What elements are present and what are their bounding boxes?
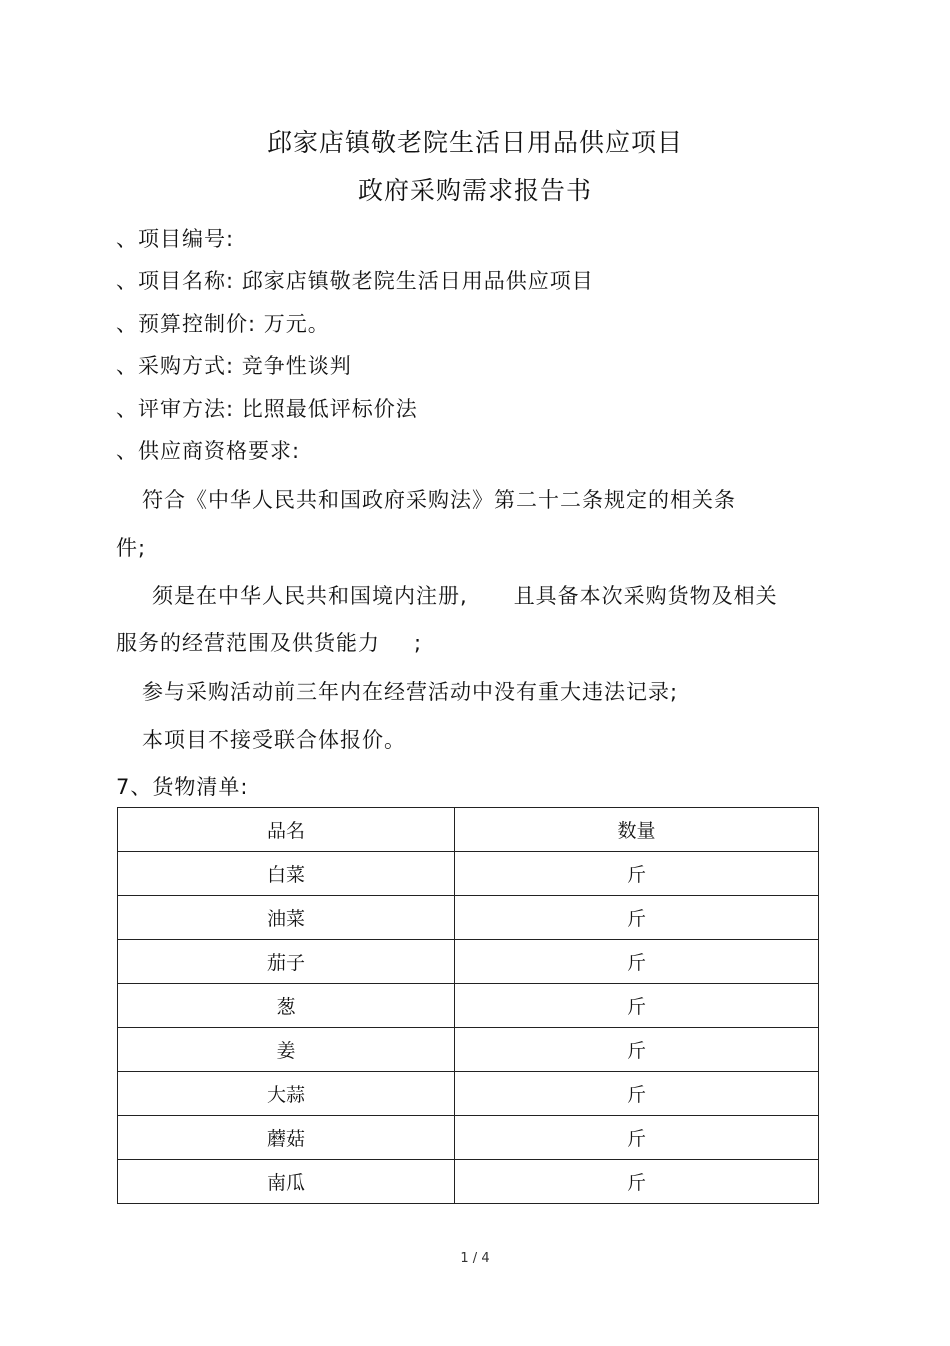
document-subtitle: 政府采购需求报告书 [357, 176, 592, 205]
requirement-2-part-2: 且具备本次采购货物及相关 [513, 584, 778, 608]
requirement-1-line-2: 件; [116, 536, 147, 560]
goods-quantity-cell: 斤 [455, 984, 819, 1028]
item-project-number: 、项目编号: [116, 227, 235, 251]
goods-quantity-cell: 斤 [455, 852, 819, 896]
table-row [118, 940, 819, 984]
table-header-row [118, 808, 819, 852]
table-row [118, 1116, 819, 1160]
goods-name-cell: 姜 [118, 1028, 455, 1072]
page-number: 1 / 4 [460, 1251, 490, 1266]
column-header-name: 品名 [118, 808, 455, 852]
requirement-2-line-1 [152, 583, 778, 609]
goods-quantity-cell: 斤 [455, 1072, 819, 1116]
requirement-4: 本项目不接受联合体报价。 [142, 728, 406, 752]
goods-name-cell: 油菜 [118, 896, 455, 940]
item-project-name: 、项目名称: 邱家店镇敬老院生活日用品供应项目 [116, 269, 594, 293]
item-procurement-method: 、采购方式: 竞争性谈判 [116, 354, 352, 378]
table-row [118, 1160, 819, 1204]
goods-name-cell: 大蒜 [118, 1072, 455, 1116]
table-row [118, 896, 819, 940]
table-row [118, 1072, 819, 1116]
document-title: 邱家店镇敬老院生活日用品供应项目 [266, 128, 683, 157]
table-row [118, 1028, 819, 1072]
goods-quantity-cell: 斤 [455, 1028, 819, 1072]
goods-name-cell: 茄子 [118, 940, 455, 984]
goods-table [117, 807, 819, 1204]
goods-quantity-cell: 斤 [455, 1160, 819, 1204]
item-review-method: 、评审方法: 比照最低评标价法 [116, 397, 418, 421]
item-budget: 、预算控制价: 万元。 [116, 312, 330, 336]
column-header-quantity: 数量 [455, 808, 819, 852]
requirement-1-line-1: 符合《中华人民共和国政府采购法》第二十二条规定的相关条 [142, 488, 736, 512]
goods-name-cell: 蘑菇 [118, 1116, 455, 1160]
goods-name-cell: 南瓜 [118, 1160, 455, 1204]
table-row [118, 852, 819, 896]
goods-quantity-cell: 斤 [455, 1116, 819, 1160]
item-supplier-qualification: 、供应商资格要求: [116, 439, 301, 463]
goods-name-cell: 葱 [118, 984, 455, 1028]
requirement-2-line-2-text: 服务的经营范围及供货能力 [116, 631, 380, 655]
goods-quantity-cell: 斤 [455, 940, 819, 984]
requirement-2-part-1: 须是在中华人民共和国境内注册, [152, 584, 468, 608]
table-row [118, 984, 819, 1028]
goods-name-cell: 白菜 [118, 852, 455, 896]
requirement-3: 参与采购活动前三年内在经营活动中没有重大违法记录; [142, 680, 679, 704]
requirement-2-line-2-end: ; [414, 631, 423, 655]
goods-list-heading: 7、货物清单: [116, 775, 249, 799]
goods-quantity-cell: 斤 [455, 896, 819, 940]
requirement-2-line-2 [116, 630, 422, 656]
